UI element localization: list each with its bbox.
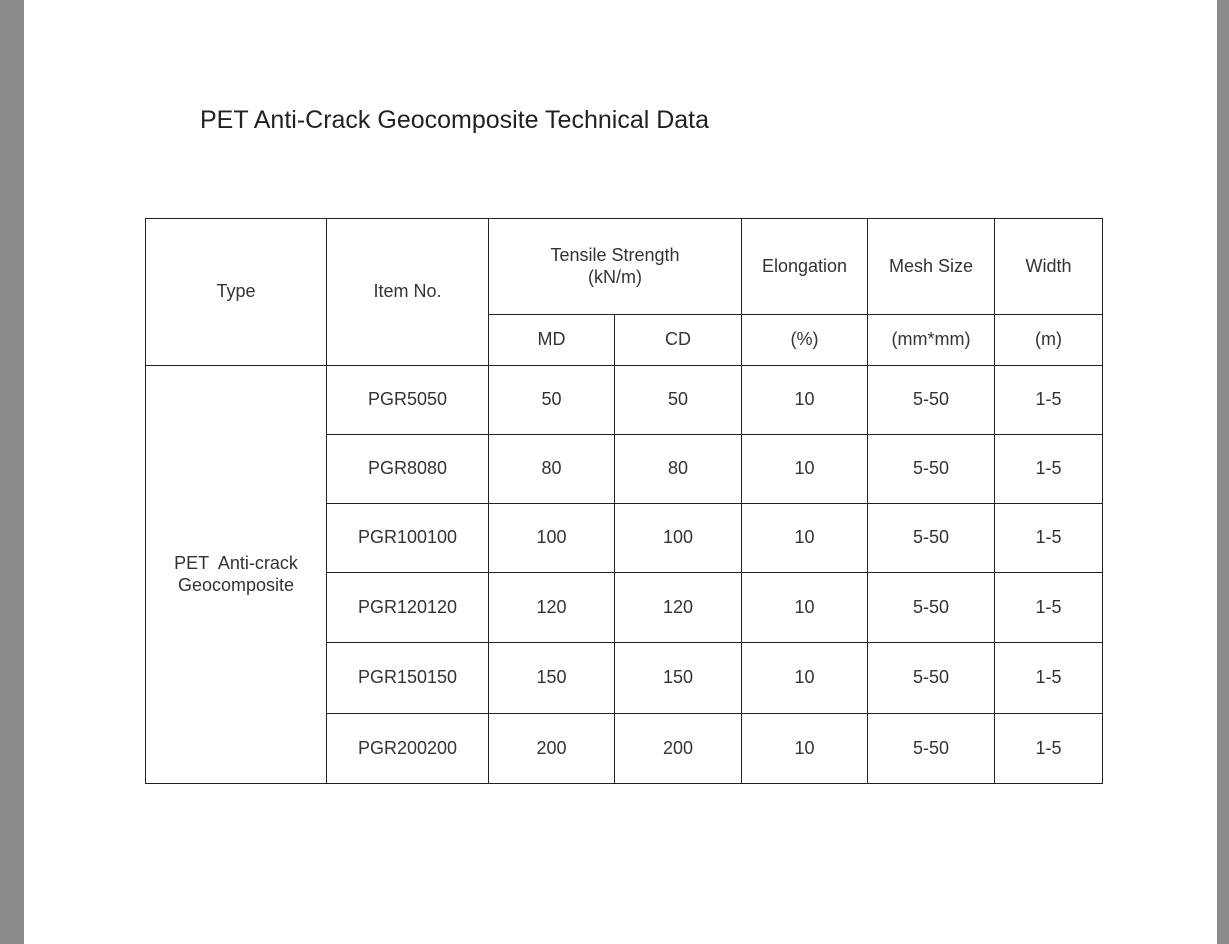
width-cell: 1-5 <box>995 366 1103 435</box>
md-cell: 50 <box>489 366 615 435</box>
width-cell: 1-5 <box>995 643 1103 714</box>
header-tensile-strength <box>489 219 742 315</box>
header-width: Width <box>995 219 1103 315</box>
item-no-cell: PGR120120 <box>327 573 489 643</box>
cd-cell: 80 <box>615 435 742 504</box>
header-type: Type <box>146 219 327 366</box>
width-cell: 1-5 <box>995 435 1103 504</box>
elongation-cell: 10 <box>742 504 868 573</box>
cd-cell: 100 <box>615 504 742 573</box>
header-cd: CD <box>615 315 742 366</box>
width-cell: 1-5 <box>995 573 1103 643</box>
cd-cell: 150 <box>615 643 742 714</box>
type-cell <box>146 366 327 784</box>
width-cell: 1-5 <box>995 504 1103 573</box>
header-mesh-unit: (mm*mm) <box>868 315 995 366</box>
item-no-cell: PGR5050 <box>327 366 489 435</box>
table-row <box>146 366 1103 435</box>
md-cell: 200 <box>489 714 615 784</box>
mesh-size-cell: 5-50 <box>868 643 995 714</box>
mesh-size-cell: 5-50 <box>868 573 995 643</box>
header-elongation: Elongation <box>742 219 868 315</box>
item-no-cell: PGR150150 <box>327 643 489 714</box>
mesh-size-cell: 5-50 <box>868 504 995 573</box>
type-label-line2: Geocomposite <box>177 574 295 595</box>
mesh-size-cell: 5-50 <box>868 714 995 784</box>
item-no-cell: PGR100100 <box>327 504 489 573</box>
mesh-size-cell: 5-50 <box>868 366 995 435</box>
document-page <box>24 0 1217 944</box>
md-cell: 80 <box>489 435 615 504</box>
tensile-strength-label: Tensile Strength <box>550 244 680 265</box>
header-width-unit: (m) <box>995 315 1103 366</box>
header-elongation-unit: (%) <box>742 315 868 366</box>
elongation-cell: 10 <box>742 573 868 643</box>
md-cell: 120 <box>489 573 615 643</box>
md-cell: 100 <box>489 504 615 573</box>
elongation-cell: 10 <box>742 714 868 784</box>
type-label-line1: PET Anti-crack <box>174 552 298 573</box>
header-row-1 <box>146 219 1103 315</box>
cd-cell: 200 <box>615 714 742 784</box>
elongation-cell: 10 <box>742 366 868 435</box>
elongation-cell: 10 <box>742 643 868 714</box>
item-no-cell: PGR200200 <box>327 714 489 784</box>
header-item-no: Item No. <box>327 219 489 366</box>
elongation-cell: 10 <box>742 435 868 504</box>
cd-cell: 120 <box>615 573 742 643</box>
header-mesh-size: Mesh Size <box>868 219 995 315</box>
tensile-strength-unit: (kN/m) <box>588 266 642 287</box>
document-title: PET Anti-Crack Geocomposite Technical Data <box>200 106 710 134</box>
width-cell: 1-5 <box>995 714 1103 784</box>
technical-data-table <box>145 218 1103 784</box>
cd-cell: 50 <box>615 366 742 435</box>
header-md: MD <box>489 315 615 366</box>
mesh-size-cell: 5-50 <box>868 435 995 504</box>
item-no-cell: PGR8080 <box>327 435 489 504</box>
md-cell: 150 <box>489 643 615 714</box>
